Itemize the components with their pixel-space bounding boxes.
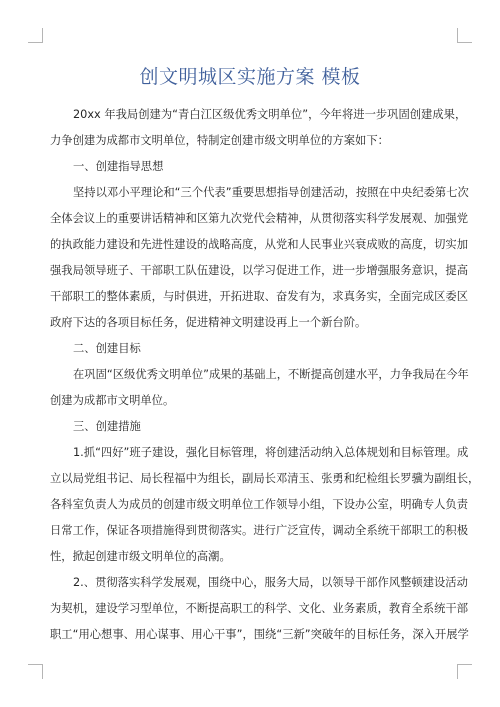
text-line: 1.抓“四好”班子建设，强化目标管理，将创建活动纳入总体规划和目标管理。成 bbox=[73, 446, 469, 459]
text-line: 的执政能力建设和先进性建设的战略高度，从党和人民事业兴衰成败的高度，切实加 bbox=[50, 238, 468, 251]
text-line: 日常工作，保证各项措施得到贯彻落实。进行广泛宣传，调动全系统干部职工的积极 bbox=[50, 524, 468, 537]
document-body bbox=[50, 102, 480, 648]
text-line: 2.、贯彻落实科学发展观，围绕中心，服务大局，以领导干部作风整顿建设活动 bbox=[73, 576, 468, 589]
text-line: 坚持以邓小平理论和“三个代表”重要思想指导创建活动，按照在中央纪委第七次 bbox=[73, 186, 469, 199]
text-line: 全体会议上的重要讲话精神和区第九次党代会精神，从贯彻落实科学发展观、加强党 bbox=[50, 212, 468, 225]
text-line: 政府下达的各项目标任务，促进精神文明建设再上一个新台阶。 bbox=[50, 316, 367, 329]
text-line: 20xx 年我局创建为“青白江区级优秀文明单位”，今年将进一步巩固创建成果， bbox=[73, 108, 467, 121]
text-line: 干部职工的整体素质，与时俱进，开拓进取、奋发有为，求真务实，全面完成区委区 bbox=[50, 290, 468, 303]
crop-mark-top-left bbox=[28, 28, 43, 43]
text-line: 力争创建为成都市文明单位，特制定创建市级文明单位的方案如下： bbox=[50, 134, 389, 147]
text-line: 一、创建指导思想 bbox=[73, 160, 164, 173]
text-line: 职工“用心想事、用心谋事、用心干事”，围绕“三新”突破年的目标任务，深入开展学 bbox=[50, 628, 469, 641]
crop-mark-top-right bbox=[457, 28, 472, 43]
text-line: 立以局党组书记、局长程福中为组长，副局长邓清玉、张勇和纪检组长罗骥为副组长， bbox=[50, 472, 480, 485]
text-line: 创建为成都市文明单位。 bbox=[50, 394, 175, 407]
text-line: 强我局领导班子、干部职工队伍建设，以学习促进工作，进一步增强服务意识，提高 bbox=[50, 264, 468, 277]
crop-mark-bottom-right bbox=[457, 664, 472, 679]
text-line: 在巩固“区级优秀文明单位”成果的基础上，不断提高创建水平，力争我局在今年 bbox=[73, 368, 469, 381]
text-line: 为契机，建设学习型单位，不断提高职工的科学、文化、业务素质，教育全系统干部 bbox=[50, 602, 468, 615]
document-title: 创文明城区实施方案 模板 bbox=[139, 66, 361, 88]
text-line: 性，掀起创建市级文明单位的高潮。 bbox=[50, 550, 231, 563]
text-line: 二、创建目标 bbox=[73, 342, 141, 355]
crop-mark-bottom-left bbox=[28, 664, 43, 679]
text-line: 三、创建措施 bbox=[73, 420, 141, 433]
text-line: 各科室负责人为成员的创建市级文明单位工作领导小组，下设办公室，明确专人负责 bbox=[50, 498, 468, 511]
